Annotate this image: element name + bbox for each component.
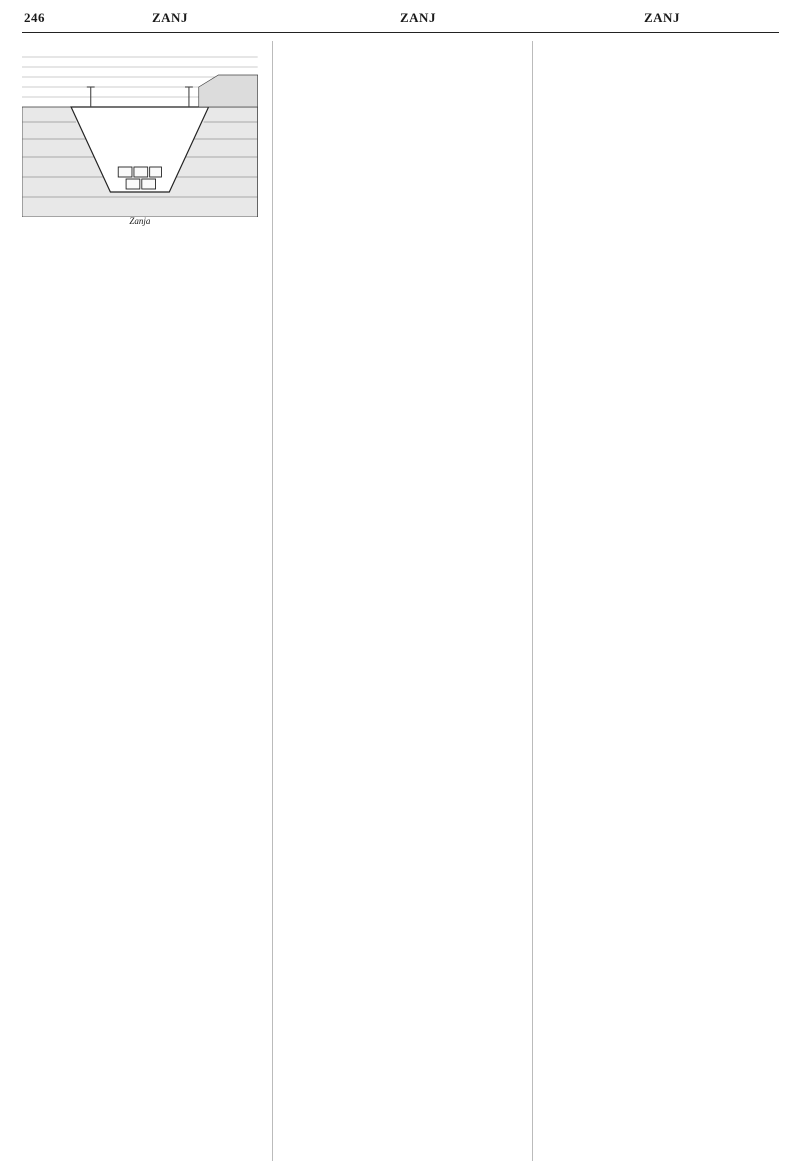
column-right [532, 41, 779, 1161]
column-middle [272, 41, 519, 1161]
page-header [22, 10, 779, 33]
page-number: 246 [24, 10, 45, 25]
trench-illustration [22, 47, 258, 217]
column-left [22, 41, 258, 1161]
zanja-figure [22, 47, 258, 227]
running-head-left: ZANJ [152, 10, 188, 25]
running-head-right: ZANJ [644, 10, 680, 25]
text-columns [22, 41, 779, 1161]
figure-caption: Zanja [129, 216, 151, 226]
running-head-center: ZANJ [400, 10, 436, 25]
